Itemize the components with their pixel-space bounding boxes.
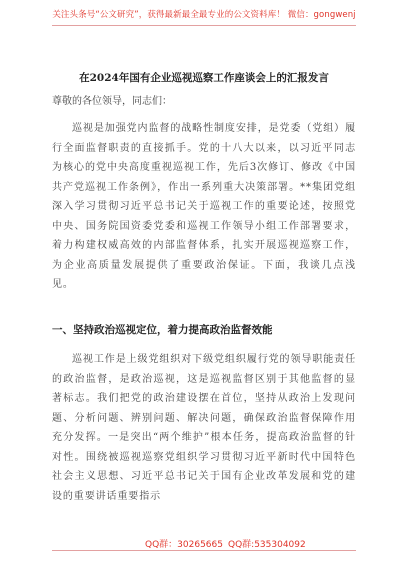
salutation: 尊敬的各位领导，同志们： (52, 96, 172, 107)
header-divider (52, 25, 356, 26)
paragraph-body: 巡视工作是上级党组织对下级党组织履行党的领导职能责任的政治监督，是政治巡视，这是巡视监督区别于其他监督的显著标志。我们把党的政治建设摆在首位，坚持从政治上发现问题、分析问题、辨别问题、解决问题，确保政治监督保障作用充分发挥。一是突出“两个维护”根本任务，提高政治监督的针对性。围绕被巡视巡察党组织学习贯彻习近平新时代中国特色社会主义思想、习近平总书记关于国有企业改革发展和党的建设的重要讲话重要指示 (52, 354, 356, 502)
paragraph-intro: 巡视是加强党内监督的战略性制度安排，是党委（党组）履行全面监督职责的直接抓手。党的十八大以来，以习近平同志为核心的党中央高度重视巡视工作，先后3次修订、修改《中国共产党巡视工作条例》，作出一系列重大决策部署。**集团党组深入学习贯彻习近平总书记关于巡视工作的重要论述，按照党中央、国务院国资委党委和巡视工作领导小组工作部署要求，着力构建权威高效的内部监督体系，扎实开展巡视巡察工作，为企业高质量发展提供了重要政治保证。下面，我谈几点浅见。 (52, 123, 356, 290)
footer-qq-group-right: QQ群:535304092 (228, 540, 306, 550)
section-heading: 一、坚持政治巡视定位，着力提高政治监督效能 (52, 324, 273, 336)
document-title: 在2024年国有企业巡视巡察工作座谈会上的汇报发言 (79, 72, 329, 84)
header-banner: 关注头条号“公文研究”，获得最新最全最专业的公文资料库！ 微信：gongwenj (52, 10, 356, 20)
footer-qq-group-left: QQ群：30265665 (145, 540, 223, 550)
footer-divider (52, 550, 356, 551)
